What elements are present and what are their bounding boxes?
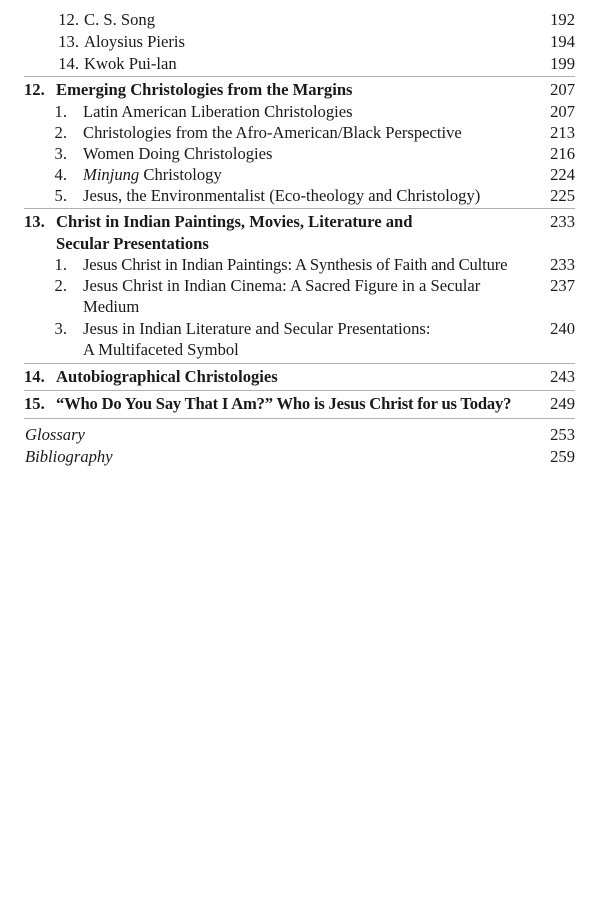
toc-entry[interactable]: [0, 53, 600, 75]
entry-page: 194: [550, 32, 575, 51]
chapter-title: Emerging Christologies from the Margins: [56, 80, 353, 99]
section-divider: [24, 418, 575, 419]
entry-page: 216: [550, 144, 575, 163]
toc-entry[interactable]: [0, 9, 600, 31]
entry-title: C. S. Song: [84, 10, 156, 29]
toc-entry[interactable]: [0, 122, 600, 144]
entry-number: 2.: [54, 276, 67, 295]
entry-number: 2.: [54, 123, 67, 142]
entry-title: Jesus Christ in Indian Paintings: A Synthesis of Faith and Culture: [83, 255, 508, 274]
section-divider: [24, 363, 575, 364]
chapter-number: 12.: [24, 80, 45, 99]
entry-title: Jesus, the Environmentalist (Eco-theology and Christology): [83, 186, 481, 205]
chapter-title-line2: Secular Presentations: [56, 234, 209, 253]
entry-number: 5.: [54, 186, 67, 205]
back-matter-page: 259: [550, 447, 575, 466]
toc-entry[interactable]: [0, 143, 600, 165]
entry-number: 4.: [54, 165, 67, 184]
entry-title-rest: Christology: [139, 165, 222, 184]
chapter-title: “Who Do You Say That I Am?” Who is Jesus Christ for us Today?: [56, 394, 512, 413]
toc-glossary[interactable]: [0, 424, 600, 446]
chapter-number: 15.: [24, 394, 45, 413]
toc-entry[interactable]: [0, 31, 600, 53]
toc-entry[interactable]: [0, 164, 600, 186]
section-divider: [24, 76, 575, 77]
back-matter-page: 253: [550, 425, 575, 444]
entry-number: 3.: [54, 319, 67, 338]
chapter-page: 243: [550, 367, 575, 386]
toc-bibliography[interactable]: [0, 446, 600, 468]
toc-entry-cont: [0, 339, 600, 361]
entry-page: 192: [550, 10, 575, 29]
toc-entry[interactable]: [0, 254, 600, 276]
chapter-page: 207: [550, 80, 575, 99]
toc-chapter-15[interactable]: [0, 393, 600, 415]
chapter-title-line1: Christ in Indian Paintings, Movies, Literature and: [56, 212, 413, 231]
entry-page: 224: [550, 165, 575, 184]
toc-chapter-14[interactable]: [0, 366, 600, 388]
entry-title: Latin American Liberation Christologies: [83, 102, 353, 121]
entry-page: 213: [550, 123, 575, 142]
toc-entry-cont: [0, 296, 600, 318]
entry-number: 13.: [58, 32, 79, 51]
chapter-number: 13.: [24, 212, 45, 231]
section-divider: [24, 390, 575, 391]
entry-title-italic: Minjung: [83, 165, 140, 184]
chapter-page: 233: [550, 212, 575, 231]
entry-page: 237: [550, 276, 575, 295]
toc-entry[interactable]: [0, 101, 600, 123]
entry-title: Kwok Pui-lan: [84, 54, 177, 73]
entry-page: 199: [550, 54, 575, 73]
entry-page: 225: [550, 186, 575, 205]
back-matter-title: Bibliography: [25, 447, 113, 466]
toc-entry[interactable]: [0, 318, 600, 340]
toc-chapter-13-cont: [0, 233, 600, 255]
chapter-title: Autobiographical Christologies: [56, 367, 278, 386]
entry-title: [83, 164, 222, 186]
chapter-page: 249: [550, 394, 575, 413]
entry-page: 240: [550, 319, 575, 338]
entry-title: Aloysius Pieris: [84, 32, 185, 51]
entry-title-line1: Jesus Christ in Indian Cinema: A Sacred Figure in a Secular: [83, 276, 481, 295]
entry-number: 14.: [58, 54, 79, 73]
entry-title-line1: Jesus in Indian Literature and Secular Presentations:: [83, 319, 431, 338]
entry-page: 207: [550, 102, 575, 121]
entry-number: 1.: [54, 255, 67, 274]
section-divider: [24, 208, 575, 209]
toc-entry[interactable]: [0, 275, 600, 297]
entry-number: 1.: [54, 102, 67, 121]
entry-title: Christologies from the Afro-American/Black Perspective: [83, 123, 462, 142]
entry-title-line2: Medium: [83, 297, 140, 316]
toc-chapter-13[interactable]: [0, 211, 600, 233]
entry-number: 12.: [58, 10, 79, 29]
toc-entry[interactable]: [0, 185, 600, 207]
chapter-number: 14.: [24, 367, 45, 386]
back-matter-title: Glossary: [25, 425, 85, 444]
entry-page: 233: [550, 255, 575, 274]
entry-title: Women Doing Christologies: [83, 144, 273, 163]
entry-number: 3.: [54, 144, 67, 163]
toc-chapter-12[interactable]: [0, 79, 600, 101]
entry-title-line2: A Multifaceted Symbol: [83, 340, 239, 359]
